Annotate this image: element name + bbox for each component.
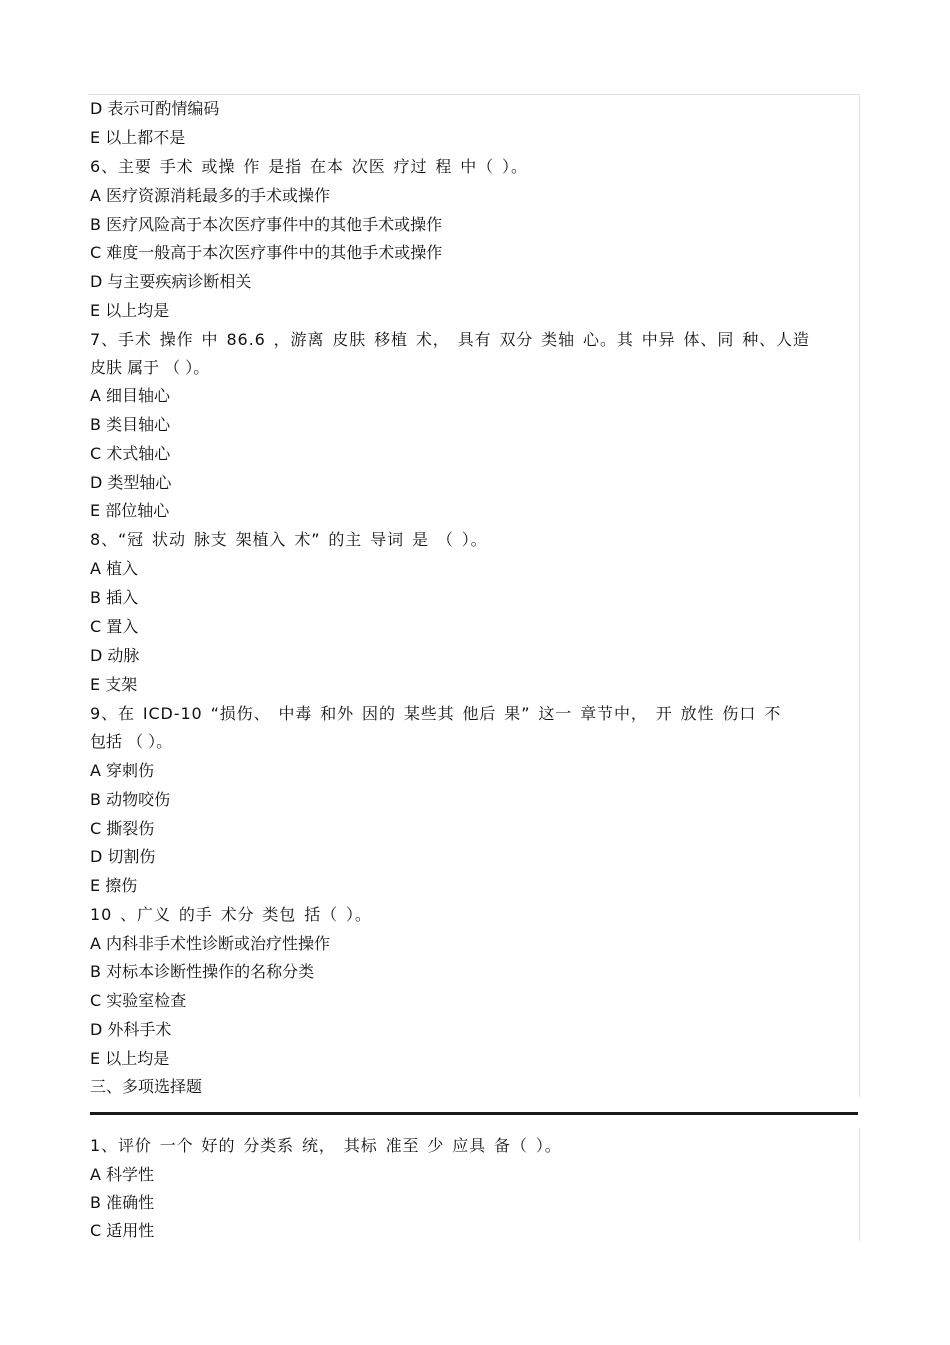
option-c-mq1: C 适用性 xyxy=(90,1221,155,1240)
option-d-q9: D 切割伤 xyxy=(90,847,156,866)
multi-question-1: 1、评价 一个 好的 分类系 统， 其标 准至 少 应具 备（ ）。 xyxy=(90,1136,562,1155)
question-9: 9、在 ICD-10 “损伤、 中毒 和外 因的 某些其 他后 果” 这一 章节中， 开 放性 伤口 不 xyxy=(90,704,782,723)
option-c-q10: C 实验室检查 xyxy=(90,991,187,1010)
option-e-q5: E 以上都不是 xyxy=(90,128,186,147)
question-10: 10 、广义 的手 术分 类包 括（ ）。 xyxy=(90,905,372,924)
option-c-q8: C 置入 xyxy=(90,617,139,636)
option-a-q7: A 细目轴心 xyxy=(90,386,171,405)
option-d-q6: D 与主要疾病诊断相关 xyxy=(90,272,252,291)
option-d-q10: D 外科手术 xyxy=(90,1020,172,1039)
option-e-q8: E 支架 xyxy=(90,675,138,694)
option-a-q10: A 内科非手术性诊断或治疗性操作 xyxy=(90,934,331,953)
option-c-q9: C 撕裂伤 xyxy=(90,819,155,838)
option-a-mq1: A 科学性 xyxy=(90,1165,155,1184)
option-c-q7: C 术式轴心 xyxy=(90,444,171,463)
option-a-q9: A 穿刺伤 xyxy=(90,761,155,780)
option-b-q6: B 医疗风险高于本次医疗事件中的其他手术或操作 xyxy=(90,215,443,234)
question-6: 6、主要 手术 或操 作 是指 在本 次医 疗过 程 中（ ）。 xyxy=(90,157,528,176)
question-7-cont: 皮肤 属于 （ ）。 xyxy=(90,358,210,377)
option-a-q6: A 医疗资源消耗最多的手术或操作 xyxy=(90,186,331,205)
option-a-q8: A 植入 xyxy=(90,559,139,578)
section-heading-multiple-choice: 三、多项选择题 xyxy=(90,1077,203,1096)
option-e-q6: E 以上均是 xyxy=(90,301,170,320)
option-d-q7: D 类型轴心 xyxy=(90,473,172,492)
section-divider xyxy=(90,1112,858,1115)
option-b-q7: B 类目轴心 xyxy=(90,415,171,434)
option-d-q8: D 动脉 xyxy=(90,646,140,665)
option-c-q6: C 难度一般高于本次医疗事件中的其他手术或操作 xyxy=(90,243,443,262)
question-7: 7、手术 操作 中 86.6 ，游离 皮肤 移植 术， 具有 双分 类轴 心。其 中异 体、同 种、人造 xyxy=(90,330,810,349)
option-b-q8: B 插入 xyxy=(90,588,139,607)
option-b-q9: B 动物咬伤 xyxy=(90,790,171,809)
question-8: 8、“冠 状动 脉支 架植入 术” 的主 导词 是 （ ）。 xyxy=(90,530,488,549)
option-e-q7: E 部位轴心 xyxy=(90,501,170,520)
option-b-q10: B 对标本诊断性操作的名称分类 xyxy=(90,962,315,981)
option-e-q10: E 以上均是 xyxy=(90,1049,170,1068)
option-b-mq1: B 准确性 xyxy=(90,1193,155,1212)
option-d-q5: D 表示可酌情编码 xyxy=(90,99,220,118)
question-9-cont: 包括 （ ）。 xyxy=(90,732,173,751)
option-e-q9: E 擦伤 xyxy=(90,876,138,895)
